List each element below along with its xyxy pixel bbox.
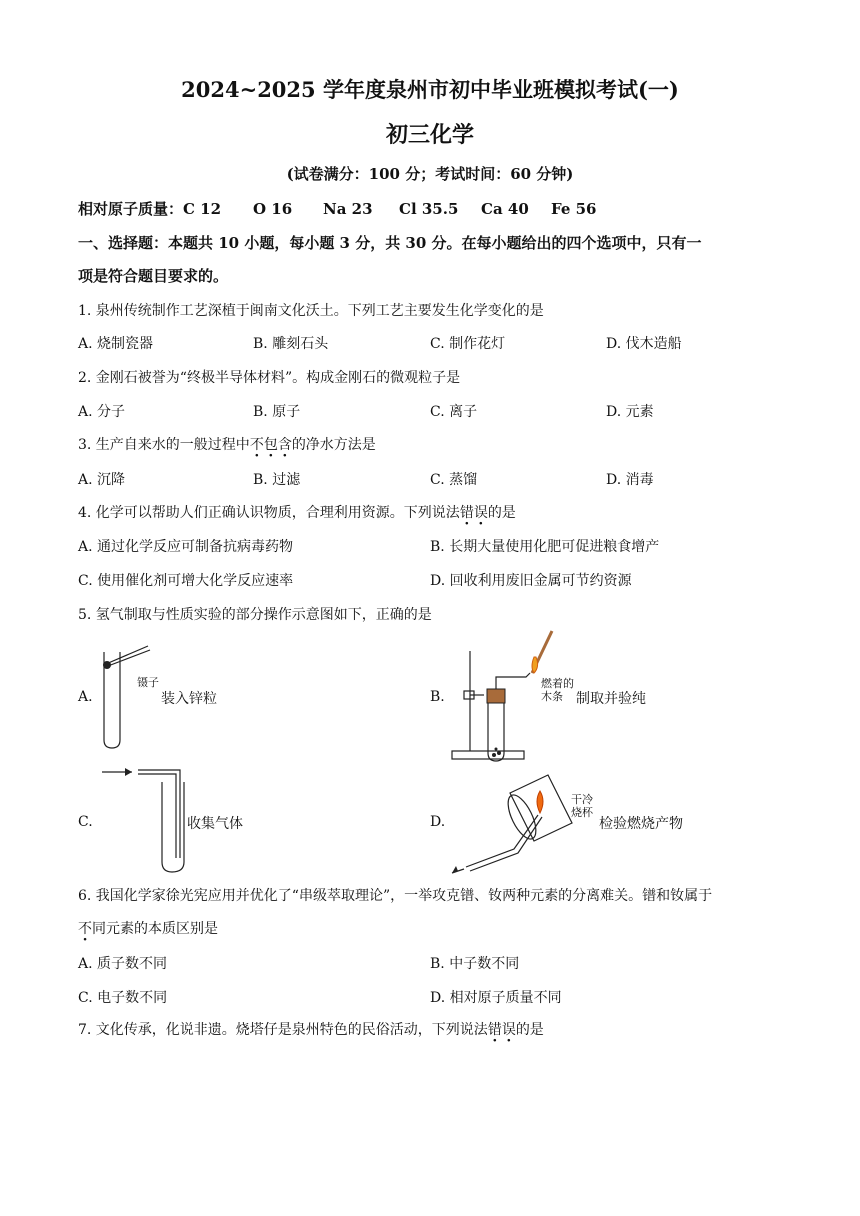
atomic-mass-label: 相对原子质量： [78, 200, 184, 218]
q5-a-caption: 装入锌粒 [161, 691, 217, 707]
q4-option-d[interactable]: D. 回收利用废旧金属可节约资源 [430, 573, 632, 589]
section-heading-line1: 一、选择题：本题共 10 小题，每小题 3 分，共 30 分。在每小题给出的四个选项中，只有一 [78, 234, 702, 252]
section-heading-line2: 项是符合题目要求的。 [78, 267, 229, 285]
tweezers-tag: 镊子 [137, 676, 159, 689]
q3-option-b[interactable]: B. 过滤 [253, 472, 301, 488]
q7-emphasis-char: 错 [487, 1022, 502, 1038]
q5-c-caption: 收集气体 [187, 816, 243, 832]
burning-splint-tag [541, 677, 574, 703]
dry-cold-beaker-tag-line1: 干冷 [571, 793, 593, 806]
atomic-mass-na: Na 23 [323, 200, 373, 218]
atomic-mass-fe: Fe 56 [551, 200, 597, 218]
q7-stem-pre: 7. 文化传承，化说非遗。烧塔仔是泉州特色的民俗活动，下列说法 [78, 1022, 488, 1038]
q2-option-a[interactable]: A. 分子 [78, 404, 126, 420]
atomic-mass-c: C 12 [183, 200, 222, 218]
q7-emphasis-char: 误 [501, 1022, 516, 1038]
q4-option-a[interactable]: A. 通过化学反应可制备抗病毒药物 [78, 539, 294, 555]
q2-option-c[interactable]: C. 离子 [430, 404, 478, 420]
q5-option-b[interactable]: B. [430, 689, 445, 705]
question-6-stem-line1: 6. 我国化学家徐光宪应用并优化了“串级萃取理论”，一举攻克镨、钕两种元素的分离难关。镨和钕属于 [78, 888, 713, 904]
q5-b-caption: 制取并验纯 [576, 691, 646, 707]
atomic-mass-ca: Ca 40 [481, 200, 529, 218]
combustion-product-test-figure [448, 765, 578, 877]
atomic-mass-o: O 16 [253, 200, 293, 218]
question-3-stem [78, 434, 376, 454]
q4-stem-post: 的是 [487, 505, 516, 521]
q6-emphasis-char: 不 [78, 921, 92, 937]
question-7-stem [78, 1019, 544, 1039]
question-2-stem: 2. 金刚石被誉为“终极半导体材料”。构成金刚石的微观粒子是 [78, 370, 461, 386]
atomic-mass-line [78, 198, 596, 219]
q1-option-c[interactable]: C. 制作花灯 [430, 336, 506, 352]
q3-emphasis-char: 含 [277, 437, 292, 453]
q5-d-caption: 检验燃烧产物 [599, 816, 683, 832]
tweezers-zinc-test-tube-figure [92, 640, 164, 755]
q2-option-b[interactable]: B. 原子 [253, 404, 301, 420]
q3-emphasis-char: 包 [263, 437, 278, 453]
burning-splint-tag-line2: 木条 [541, 690, 563, 703]
question-6-stem-line2 [78, 918, 218, 938]
q5-option-c[interactable]: C. [78, 814, 93, 830]
q7-stem-post: 的是 [515, 1022, 544, 1038]
q4-option-c[interactable]: C. 使用催化剂可增大化学反应速率 [78, 573, 294, 589]
q3-option-d[interactable]: D. 消毒 [606, 472, 654, 488]
q1-option-d[interactable]: D. 伐木造船 [606, 336, 682, 352]
dry-cold-beaker-tag [571, 793, 593, 819]
question-5-stem: 5. 氢气制取与性质实验的部分操作示意图如下，正确的是 [78, 607, 432, 623]
q4-stem-pre: 4. 化学可以帮助人们正确认识物质，合理利用资源。下列说法 [78, 505, 460, 521]
gas-collection-figure [98, 762, 190, 876]
q2-option-d[interactable]: D. 元素 [606, 404, 654, 420]
q3-emphasis-char: 不 [249, 437, 264, 453]
q3-stem-pre: 3. 生产自来水的一般过程中 [78, 437, 250, 453]
q6-option-a[interactable]: A. 质子数不同 [78, 956, 168, 972]
q3-stem-post: 的净水方法是 [291, 437, 376, 453]
q4-emphasis-char: 误 [473, 505, 488, 521]
atomic-mass-cl: Cl 35.5 [399, 200, 459, 218]
question-1-stem: 1. 泉州传统制作工艺深植于闽南文化沃土。下列工艺主要发生化学变化的是 [78, 303, 544, 319]
q6-option-b[interactable]: B. 中子数不同 [430, 956, 520, 972]
q4-option-b[interactable]: B. 长期大量使用化肥可促进粮食增产 [430, 539, 660, 555]
question-4-stem [78, 502, 516, 522]
q3-option-a[interactable]: A. 沉降 [78, 472, 126, 488]
q4-emphasis-char: 错 [459, 505, 474, 521]
q1-option-b[interactable]: B. 雕刻石头 [253, 336, 329, 352]
exam-title: 2024~2025 学年度泉州市初中毕业班模拟考试(一) [181, 77, 679, 102]
q1-option-a[interactable]: A. 烧制瓷器 [78, 336, 154, 352]
q6-option-d[interactable]: D. 相对原子质量不同 [430, 990, 562, 1006]
q6-stem-post: 同元素的本质区别是 [92, 921, 218, 937]
q3-option-c[interactable]: C. 蒸馏 [430, 472, 478, 488]
q5-option-a[interactable]: A. [78, 689, 93, 705]
q6-option-c[interactable]: C. 电子数不同 [78, 990, 168, 1006]
q5-option-d[interactable]: D. [430, 814, 446, 830]
exam-subject: 初三化学 [385, 122, 474, 148]
exam-info: (试卷满分：100 分；考试时间：60 分钟) [286, 165, 574, 183]
burning-splint-tag-line1: 燃着的 [541, 677, 574, 690]
dry-cold-beaker-tag-line2: 烧杯 [571, 806, 593, 819]
